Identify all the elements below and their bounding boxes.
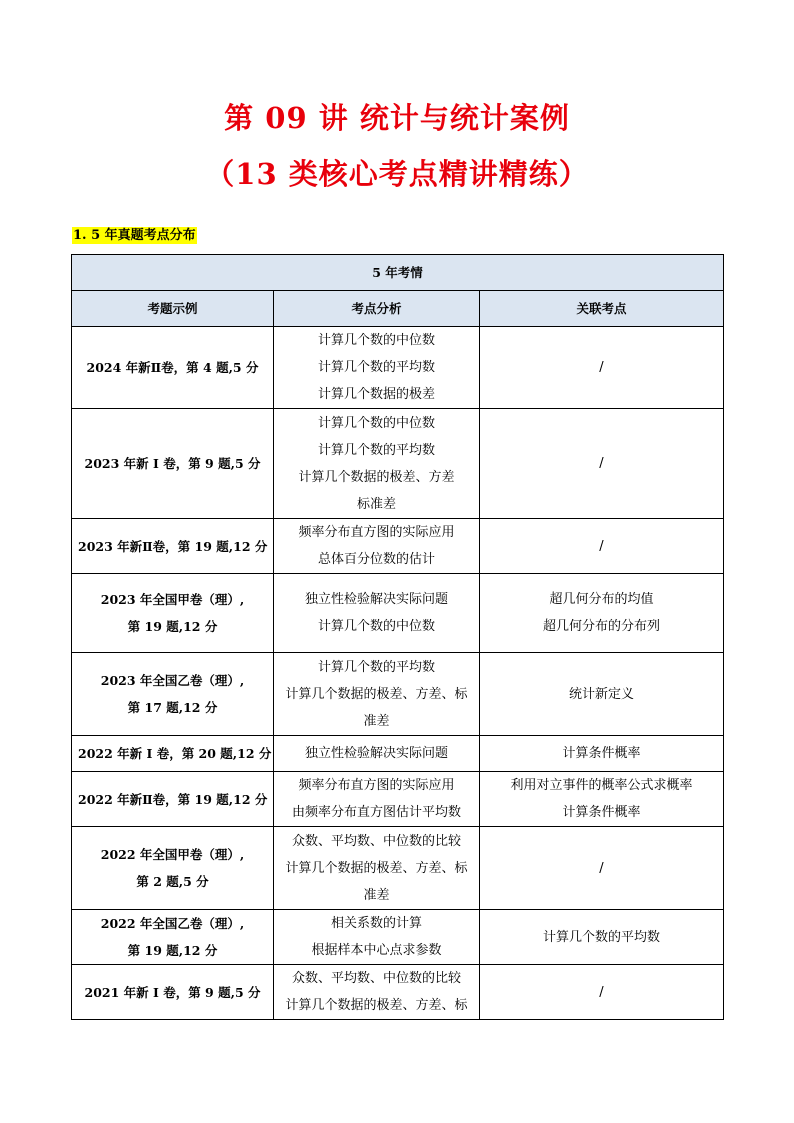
cell-example bbox=[72, 827, 274, 910]
cell-analysis bbox=[274, 736, 480, 772]
cell-related-line: 统计新定义 bbox=[568, 686, 634, 702]
table-row bbox=[72, 519, 724, 574]
cell-analysis-line: 准差 bbox=[363, 713, 390, 729]
cell-analysis-line: 根据样本中心点求参数 bbox=[311, 943, 442, 958]
cell-related bbox=[480, 736, 724, 772]
table-row bbox=[72, 327, 724, 409]
cell-related bbox=[480, 327, 724, 409]
cell-related bbox=[480, 827, 724, 910]
cell-related-line: / bbox=[599, 360, 604, 375]
cell-example bbox=[72, 910, 274, 965]
cell-example-line: 2022 年全国乙卷（理）, bbox=[100, 916, 245, 931]
cell-analysis-line: 计算几个数的中位数 bbox=[317, 619, 435, 634]
cell-example bbox=[72, 772, 274, 827]
cell-analysis-line: 计算几个数的中位数 bbox=[317, 415, 435, 431]
cell-analysis-line: 由频率分布直方图估计平均数 bbox=[291, 805, 461, 820]
header-related: 关联考点 bbox=[480, 291, 724, 327]
header-analysis: 考点分析 bbox=[274, 291, 480, 327]
cell-analysis-line: 独立性检验解决实际问题 bbox=[304, 746, 448, 761]
cell-example bbox=[72, 327, 274, 409]
cell-example-line: 第 19 题,12 分 bbox=[127, 943, 218, 958]
cell-analysis-line: 频率分布直方图的实际应用 bbox=[298, 778, 455, 793]
cell-analysis-line: 计算几个数的平均数 bbox=[317, 442, 435, 458]
cell-example-line: 2023 年全国甲卷（理）, bbox=[100, 592, 245, 607]
cell-related-line: 计算条件概率 bbox=[562, 805, 641, 820]
cell-analysis bbox=[274, 327, 480, 409]
cell-example-line: 2022 年新 I 卷，第 20 题,12 分 bbox=[78, 746, 272, 761]
table-row bbox=[72, 965, 724, 1020]
cell-analysis bbox=[274, 827, 480, 910]
table-caption: 5 年考情 bbox=[72, 255, 724, 291]
cell-related bbox=[480, 409, 724, 519]
cell-example bbox=[72, 519, 274, 574]
cell-example-line: 2022 年新Ⅱ卷，第 19 题,12 分 bbox=[78, 791, 268, 807]
cell-analysis bbox=[274, 653, 480, 736]
table-row bbox=[72, 827, 724, 910]
cell-analysis bbox=[274, 772, 480, 827]
cell-related-line: / bbox=[599, 860, 604, 876]
table-row bbox=[72, 653, 724, 736]
cell-analysis-line: 计算几个数据的极差、方差、标 bbox=[285, 686, 468, 702]
cell-example-line: 2023 年全国乙卷（理）, bbox=[100, 673, 245, 688]
table-row bbox=[72, 772, 724, 827]
cell-analysis bbox=[274, 519, 480, 574]
cell-related-line: / bbox=[599, 538, 604, 554]
cell-example bbox=[72, 965, 274, 1020]
cell-related bbox=[480, 519, 724, 574]
cell-example bbox=[72, 653, 274, 736]
cell-related-line: 计算条件概率 bbox=[562, 746, 641, 761]
cell-example-line: 第 19 题,12 分 bbox=[127, 619, 218, 634]
section-heading: 1. 5 年真题考点分布 bbox=[73, 228, 196, 243]
cell-related-line: 利用对立事件的概率公式求概率 bbox=[510, 778, 693, 793]
cell-analysis-line: 准差 bbox=[363, 887, 390, 903]
cell-analysis bbox=[274, 574, 480, 653]
table-row bbox=[72, 910, 724, 965]
cell-example bbox=[72, 574, 274, 653]
exam-distribution-table bbox=[71, 254, 724, 1020]
cell-related-line: 计算几个数的平均数 bbox=[542, 929, 660, 945]
cell-analysis-line: 计算几个数据的极差、方差 bbox=[298, 469, 455, 485]
cell-analysis-line: 总体百分位数的估计 bbox=[317, 552, 435, 567]
cell-analysis-line: 计算几个数的平均数 bbox=[317, 360, 435, 375]
cell-example-line: 2021 年新 I 卷，第 9 题,5 分 bbox=[84, 984, 261, 1000]
table-row bbox=[72, 736, 724, 772]
cell-analysis-line: 计算几个数据的极差、方差、标 bbox=[285, 998, 468, 1013]
cell-example-line: 2023 年新 I 卷，第 9 题,5 分 bbox=[84, 456, 261, 471]
cell-analysis-line: 计算几个数的平均数 bbox=[317, 659, 435, 675]
cell-example-line: 2022 年全国甲卷（理）, bbox=[100, 847, 245, 862]
cell-example bbox=[72, 736, 274, 772]
cell-example bbox=[72, 409, 274, 519]
cell-example-line: 第 2 题,5 分 bbox=[136, 874, 209, 889]
page-title: 第 09 讲 统计与统计案例 bbox=[224, 101, 570, 135]
cell-analysis-line: 相关系数的计算 bbox=[330, 916, 422, 931]
table-row bbox=[72, 409, 724, 519]
cell-example-line: 2024 年新Ⅱ卷，第 4 题,5 分 bbox=[86, 360, 259, 375]
cell-analysis-line: 计算几个数的中位数 bbox=[317, 333, 435, 348]
cell-related bbox=[480, 910, 724, 965]
cell-analysis-line: 计算几个数据的极差 bbox=[317, 387, 435, 402]
cell-analysis bbox=[274, 409, 480, 519]
cell-analysis-line: 频率分布直方图的实际应用 bbox=[298, 525, 455, 540]
cell-analysis-line: 众数、平均数、中位数的比较 bbox=[291, 833, 461, 849]
cell-related-line: 超几何分布的分布列 bbox=[542, 619, 660, 634]
cell-example-line: 第 17 题,12 分 bbox=[127, 700, 218, 715]
header-example: 考题示例 bbox=[72, 291, 274, 327]
cell-analysis bbox=[274, 965, 480, 1020]
cell-example-line: 2023 年新Ⅱ卷，第 19 题,12 分 bbox=[78, 538, 268, 554]
cell-related-line: / bbox=[599, 456, 604, 471]
cell-related bbox=[480, 653, 724, 736]
cell-analysis-line: 计算几个数据的极差、方差、标 bbox=[285, 860, 468, 876]
cell-related-line: 超几何分布的均值 bbox=[549, 592, 654, 607]
cell-related bbox=[480, 574, 724, 653]
cell-related bbox=[480, 965, 724, 1020]
cell-analysis-line: 众数、平均数、中位数的比较 bbox=[291, 971, 461, 986]
page-subtitle: （13 类核心考点精讲精练） bbox=[205, 157, 589, 191]
cell-related-line: / bbox=[599, 984, 604, 1000]
table-row bbox=[72, 574, 724, 653]
cell-analysis-line: 独立性检验解决实际问题 bbox=[304, 592, 448, 607]
cell-related bbox=[480, 772, 724, 827]
cell-analysis-line: 标准差 bbox=[356, 496, 396, 512]
cell-analysis bbox=[274, 910, 480, 965]
